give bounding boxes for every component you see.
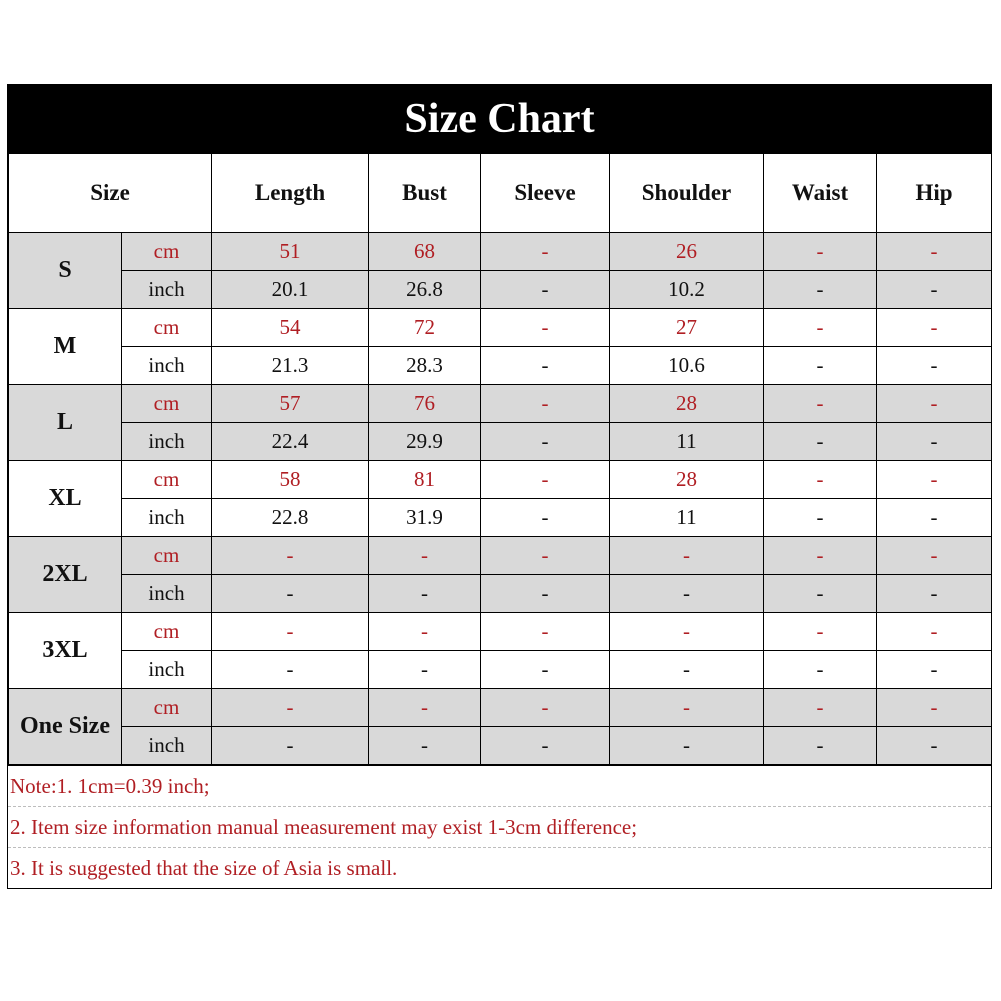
- cell-value: -: [764, 233, 877, 271]
- note-line: Note:1. 1cm=0.39 inch;: [8, 766, 991, 807]
- cell-value: -: [369, 727, 481, 765]
- cell-value: -: [877, 651, 992, 689]
- cell-value: -: [481, 575, 610, 613]
- header-waist: Waist: [764, 154, 877, 233]
- unit-label: cm: [122, 233, 212, 271]
- cell-value: -: [212, 613, 369, 651]
- unit-label: inch: [122, 499, 212, 537]
- cell-value: 27: [610, 309, 764, 347]
- cell-value: 10.2: [610, 271, 764, 309]
- header-row: [9, 154, 992, 233]
- cell-value: -: [764, 385, 877, 423]
- unit-label: cm: [122, 385, 212, 423]
- cell-value: -: [481, 423, 610, 461]
- cell-value: -: [877, 537, 992, 575]
- size-label: M: [9, 309, 122, 385]
- size-row-inch: [9, 347, 992, 385]
- cell-value: -: [212, 575, 369, 613]
- cell-value: 72: [369, 309, 481, 347]
- cell-value: -: [764, 651, 877, 689]
- cell-value: -: [877, 423, 992, 461]
- notes: [8, 765, 991, 888]
- cell-value: -: [369, 537, 481, 575]
- size-label: XL: [9, 461, 122, 537]
- cell-value: -: [610, 651, 764, 689]
- cell-value: -: [764, 271, 877, 309]
- size-row-cm: [9, 689, 992, 727]
- header-hip: Hip: [877, 154, 992, 233]
- cell-value: 29.9: [369, 423, 481, 461]
- cell-value: -: [877, 385, 992, 423]
- cell-value: -: [764, 537, 877, 575]
- cell-value: -: [481, 651, 610, 689]
- cell-value: -: [764, 347, 877, 385]
- cell-value: -: [481, 613, 610, 651]
- unit-label: inch: [122, 347, 212, 385]
- unit-label: cm: [122, 461, 212, 499]
- cell-value: -: [764, 727, 877, 765]
- size-row-cm: [9, 233, 992, 271]
- chart-title: Size Chart: [8, 85, 991, 153]
- size-label: S: [9, 233, 122, 309]
- cell-value: -: [877, 613, 992, 651]
- cell-value: -: [877, 461, 992, 499]
- cell-value: -: [369, 613, 481, 651]
- cell-value: 76: [369, 385, 481, 423]
- unit-label: cm: [122, 613, 212, 651]
- cell-value: 58: [212, 461, 369, 499]
- size-row-cm: [9, 537, 992, 575]
- cell-value: 31.9: [369, 499, 481, 537]
- cell-value: -: [481, 385, 610, 423]
- unit-label: inch: [122, 651, 212, 689]
- cell-value: -: [212, 537, 369, 575]
- cell-value: 20.1: [212, 271, 369, 309]
- header-sleeve: Sleeve: [481, 154, 610, 233]
- cell-value: 54: [212, 309, 369, 347]
- unit-label: inch: [122, 575, 212, 613]
- cell-value: -: [481, 347, 610, 385]
- cell-value: -: [369, 575, 481, 613]
- cell-value: -: [764, 309, 877, 347]
- cell-value: -: [877, 727, 992, 765]
- cell-value: -: [610, 727, 764, 765]
- size-label: L: [9, 385, 122, 461]
- cell-value: 22.4: [212, 423, 369, 461]
- cell-value: 28: [610, 461, 764, 499]
- cell-value: -: [764, 499, 877, 537]
- cell-value: 57: [212, 385, 369, 423]
- header-size: Size: [9, 154, 212, 233]
- cell-value: -: [877, 689, 992, 727]
- cell-value: -: [369, 689, 481, 727]
- size-row-cm: [9, 385, 992, 423]
- cell-value: -: [764, 461, 877, 499]
- cell-value: 68: [369, 233, 481, 271]
- size-table-body: [9, 154, 992, 765]
- cell-value: -: [877, 271, 992, 309]
- unit-label: inch: [122, 271, 212, 309]
- cell-value: -: [481, 727, 610, 765]
- size-row-cm: [9, 613, 992, 651]
- size-table: [8, 153, 992, 765]
- cell-value: -: [481, 537, 610, 575]
- header-shoulder: Shoulder: [610, 154, 764, 233]
- size-label: 3XL: [9, 613, 122, 689]
- cell-value: 28.3: [369, 347, 481, 385]
- size-label: 2XL: [9, 537, 122, 613]
- cell-value: -: [877, 347, 992, 385]
- cell-value: -: [610, 689, 764, 727]
- cell-value: -: [764, 423, 877, 461]
- cell-value: -: [481, 461, 610, 499]
- unit-label: cm: [122, 689, 212, 727]
- cell-value: 22.8: [212, 499, 369, 537]
- cell-value: -: [877, 575, 992, 613]
- cell-value: 26: [610, 233, 764, 271]
- cell-value: -: [610, 575, 764, 613]
- cell-value: -: [764, 575, 877, 613]
- note-line: 2. Item size information manual measurement may exist 1-3cm difference;: [8, 807, 991, 848]
- size-row-cm: [9, 309, 992, 347]
- cell-value: 26.8: [369, 271, 481, 309]
- cell-value: -: [481, 271, 610, 309]
- unit-label: inch: [122, 727, 212, 765]
- cell-value: 10.6: [610, 347, 764, 385]
- unit-label: cm: [122, 309, 212, 347]
- cell-value: -: [877, 499, 992, 537]
- size-row-inch: [9, 575, 992, 613]
- cell-value: -: [369, 651, 481, 689]
- size-row-cm: [9, 461, 992, 499]
- cell-value: -: [877, 309, 992, 347]
- size-chart: [7, 84, 992, 889]
- size-row-inch: [9, 423, 992, 461]
- cell-value: -: [212, 651, 369, 689]
- cell-value: -: [481, 233, 610, 271]
- cell-value: 11: [610, 423, 764, 461]
- size-row-inch: [9, 271, 992, 309]
- header-bust: Bust: [369, 154, 481, 233]
- header-length: Length: [212, 154, 369, 233]
- cell-value: -: [481, 309, 610, 347]
- cell-value: -: [212, 689, 369, 727]
- cell-value: -: [481, 499, 610, 537]
- cell-value: 21.3: [212, 347, 369, 385]
- cell-value: -: [610, 537, 764, 575]
- cell-value: -: [481, 689, 610, 727]
- cell-value: -: [764, 689, 877, 727]
- size-row-inch: [9, 651, 992, 689]
- size-label: One Size: [9, 689, 122, 765]
- cell-value: -: [212, 727, 369, 765]
- cell-value: 28: [610, 385, 764, 423]
- cell-value: 81: [369, 461, 481, 499]
- note-line: 3. It is suggested that the size of Asia is small.: [10, 856, 398, 880]
- cell-value: -: [764, 613, 877, 651]
- size-row-inch: [9, 499, 992, 537]
- cell-value: 11: [610, 499, 764, 537]
- cell-value: -: [610, 613, 764, 651]
- size-row-inch: [9, 727, 992, 765]
- cell-value: 51: [212, 233, 369, 271]
- cell-value: -: [877, 233, 992, 271]
- unit-label: inch: [122, 423, 212, 461]
- unit-label: cm: [122, 537, 212, 575]
